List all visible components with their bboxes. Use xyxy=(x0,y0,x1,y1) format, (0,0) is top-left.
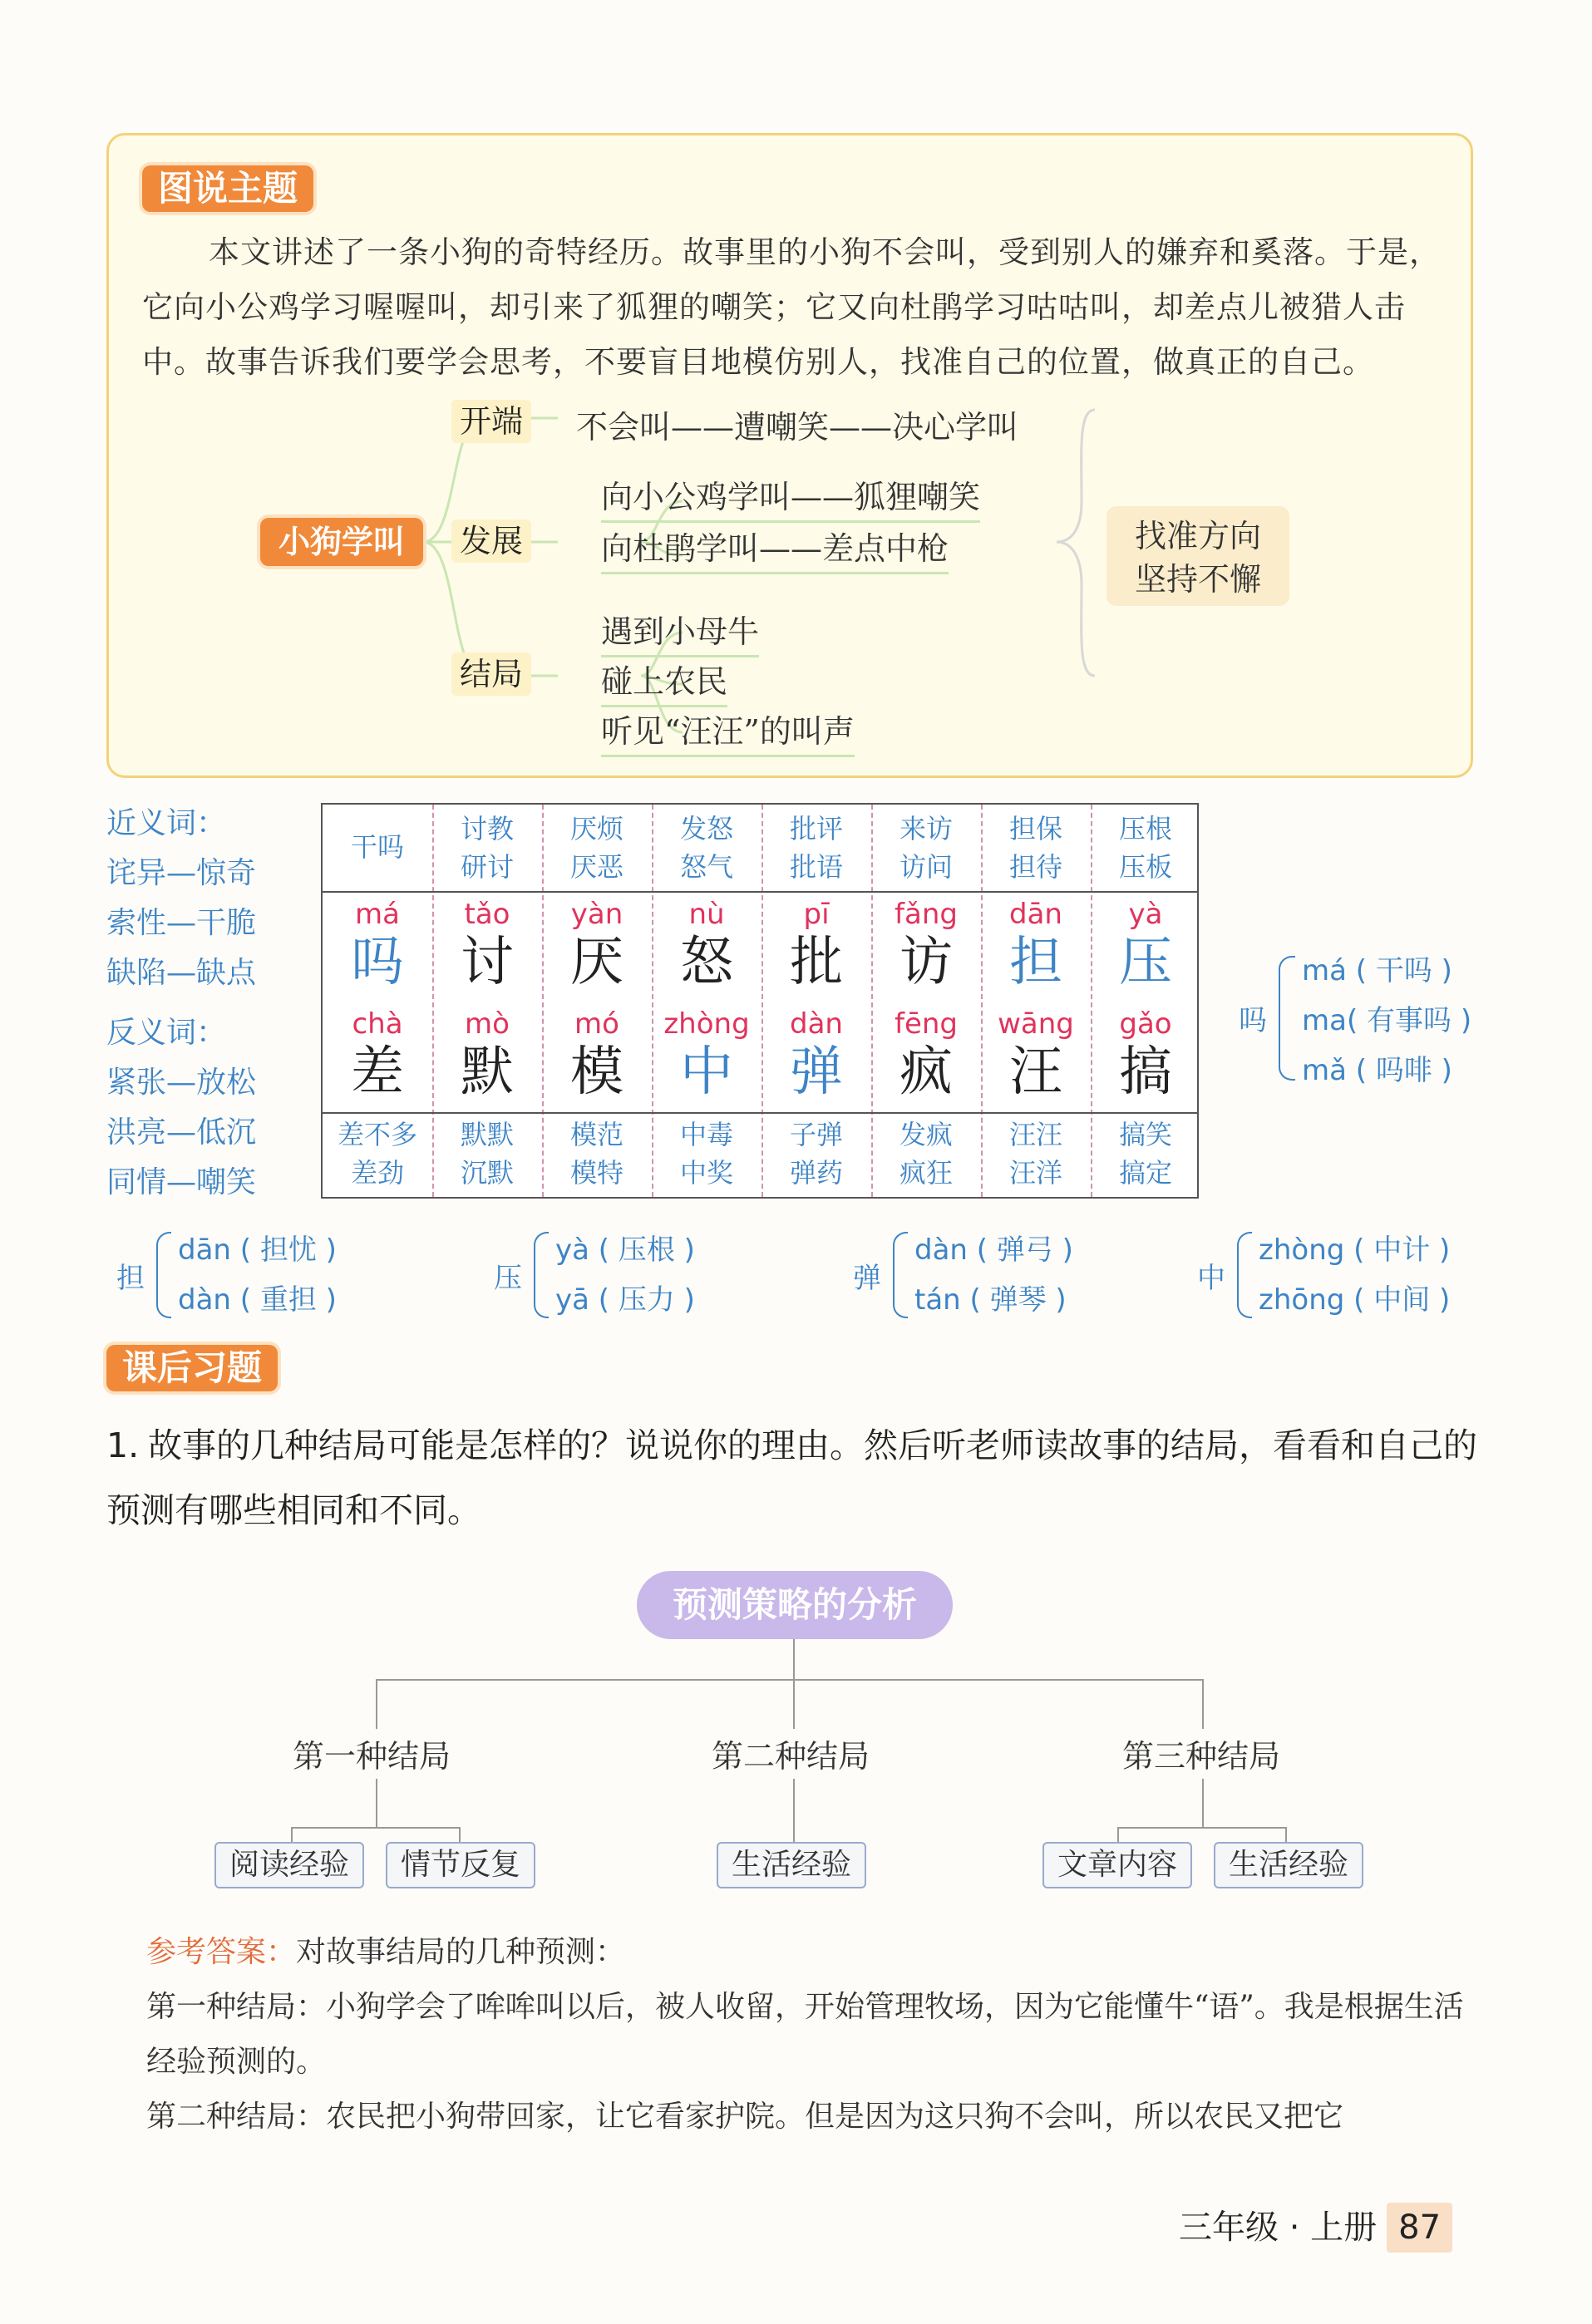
grid-word: 发怒 xyxy=(679,813,733,844)
grid-word: 搞定 xyxy=(1118,1157,1172,1189)
page-footer xyxy=(1179,2203,1452,2253)
grid-char: 搞 xyxy=(1119,1041,1172,1103)
grid-char: 怒 xyxy=(680,932,733,993)
poly-tan-char: 弹 xyxy=(853,1262,881,1295)
poly-ma-reading-2: ma( 有事吗 ) xyxy=(1302,1004,1472,1037)
grid-pinyin: zhòng xyxy=(663,1007,750,1041)
grid-pinyin: yàn xyxy=(570,898,623,931)
poly-ma-reading-3: mǎ ( 吗啡 ) xyxy=(1302,1054,1452,1087)
page-number: 87 xyxy=(1387,2203,1452,2253)
grid-char: 汪 xyxy=(1009,1041,1062,1103)
grid-word: 厌烦 xyxy=(569,813,623,844)
strategy-title: 预测策略的分析 xyxy=(637,1571,953,1639)
antonym-item: 紧张—放松 xyxy=(106,1066,257,1100)
grid-pinyin: nù xyxy=(688,898,725,931)
grid-pinyin: pī xyxy=(803,898,830,931)
grid-word: 子弹 xyxy=(789,1119,843,1150)
grid-pinyin: gǎo xyxy=(1119,1007,1172,1041)
exercises-tag: 课后习题 xyxy=(106,1345,278,1391)
grid-char: 模 xyxy=(570,1041,623,1103)
grid-char: 中 xyxy=(680,1041,733,1103)
grid-pinyin: wāng xyxy=(998,1007,1074,1041)
grid-pinyin: yà xyxy=(1128,898,1163,931)
synonyms-title: 近义词： xyxy=(106,806,227,840)
exp-article-content: 文章内容 xyxy=(1042,1842,1192,1888)
grid-char: 弹 xyxy=(790,1041,843,1103)
conclusion-line-2: 坚持不懈 xyxy=(1134,561,1261,598)
mindmap-ending-1: 遇到小母牛 xyxy=(601,606,759,657)
exp-life-experience-2: 生活经验 xyxy=(1214,1842,1363,1888)
exp-plot-repetition: 情节反复 xyxy=(386,1842,535,1888)
grid-pinyin: fǎng xyxy=(895,898,958,931)
grid-word: 中奖 xyxy=(679,1157,733,1189)
mindmap-develop-label: 发展 xyxy=(451,519,531,563)
poly-tan-reading-2: tán ( 弹琴 ) xyxy=(914,1283,1067,1317)
grid-char: 访 xyxy=(900,932,953,993)
poly-dan-char: 担 xyxy=(116,1262,145,1295)
grid-word: 搞笑 xyxy=(1118,1119,1172,1150)
grid-pinyin: dān xyxy=(1009,898,1062,931)
grid-word: 弹药 xyxy=(789,1157,843,1189)
grid-word: 汪洋 xyxy=(1008,1157,1062,1189)
grid-pinyin: má xyxy=(355,898,400,931)
grid-word: 压根 xyxy=(1118,813,1172,844)
grid-word: 压板 xyxy=(1118,851,1172,883)
grade-label: 三年级 · 上册 xyxy=(1179,2208,1378,2247)
mindmap-root: 小狗学叫 xyxy=(260,518,423,566)
grid-word: 担保 xyxy=(1008,813,1062,844)
mindmap-lines xyxy=(109,135,1476,780)
mindmap-begin-text: 不会叫——遭嘲笑——决心学叫 xyxy=(576,409,1019,446)
grid-word: 干吗 xyxy=(350,831,404,863)
grid-word: 发疯 xyxy=(899,1119,953,1150)
grid-char: 批 xyxy=(790,932,843,993)
poly-tan-reading-1: dàn ( 弹弓 ) xyxy=(914,1233,1073,1267)
poly-ma-char: 吗 xyxy=(1239,1004,1267,1037)
answer-label: 参考答案： xyxy=(146,1935,297,1969)
theme-summary: 本文讲述了一条小狗的奇特经历。故事里的小狗不会叫，受到别人的嫌弃和奚落。于是，它向小公鸡学习喔喔叫，却引来了狐狸的嘲笑；它又向杜鹃学习咕咕叫，却差点儿被猎人击中。故事告诉我们要学会思考，不要盲目地模仿别人，找准自己的位置，做真正的自己。 xyxy=(142,234,1441,380)
poly-zhong-reading-2: zhōng ( 中间 ) xyxy=(1259,1283,1451,1317)
ending-2-label: 第二种结局 xyxy=(712,1738,870,1775)
grid-word: 厌恶 xyxy=(569,851,623,883)
question-number: 1. xyxy=(106,1425,140,1465)
question-1 xyxy=(106,1413,1486,1543)
grid-char: 讨 xyxy=(461,932,514,993)
ending-3-label: 第三种结局 xyxy=(1122,1738,1281,1775)
grid-word: 汪汪 xyxy=(1008,1119,1062,1150)
grid-word: 模范 xyxy=(569,1119,623,1150)
grid-char: 压 xyxy=(1119,932,1172,993)
synonym-item: 索性—干脆 xyxy=(106,906,257,940)
mindmap-begin-label: 开端 xyxy=(451,400,531,443)
antonyms-title: 反义词： xyxy=(106,1016,227,1050)
grid-char: 默 xyxy=(461,1041,514,1103)
reference-answer xyxy=(146,1925,1485,2144)
poly-dan-reading-2: dàn ( 重担 ) xyxy=(178,1283,337,1317)
grid-word: 批语 xyxy=(789,851,843,883)
mindmap-conclusion xyxy=(1107,506,1289,606)
exp-life-experience: 生活经验 xyxy=(717,1842,866,1888)
answer-intro: 对故事结局的几种预测： xyxy=(296,1935,626,1969)
antonym-item: 洪亮—低沉 xyxy=(106,1115,257,1150)
grid-word: 默默 xyxy=(460,1119,514,1150)
mindmap-ending-2: 碰上农民 xyxy=(601,656,727,707)
answer-paragraph-1: 第一种结局：小狗学会了哞哞叫以后，被人收留，开始管理牧场，因为它能懂牛“语”。我是根据生活经验预测的。 xyxy=(146,1990,1464,2079)
grid-word: 访问 xyxy=(899,851,953,883)
ending-1-label: 第一种结局 xyxy=(293,1738,451,1775)
grid-word: 模特 xyxy=(569,1157,623,1189)
grid-pinyin: mó xyxy=(574,1007,619,1041)
grid-pinyin: chà xyxy=(352,1007,403,1041)
grid-char: 担 xyxy=(1009,932,1062,993)
theme-box xyxy=(106,133,1473,778)
antonym-item: 同情—嘲笑 xyxy=(106,1165,257,1199)
mindmap-develop-1: 向小公鸡学叫——狐狸嘲笑 xyxy=(601,471,980,523)
mindmap-ending-3: 听见“汪汪”的叫声 xyxy=(601,706,855,757)
grid-char: 吗 xyxy=(351,932,404,993)
grid-char: 差 xyxy=(351,1041,404,1103)
grid-word: 中毒 xyxy=(679,1119,733,1150)
synonym-item: 诧异—惊奇 xyxy=(106,856,257,890)
grid-word: 差劲 xyxy=(350,1157,404,1189)
character-grid xyxy=(321,803,1199,1199)
mindmap-develop-2: 向杜鹃学叫——差点中枪 xyxy=(601,523,949,574)
grid-word: 沉默 xyxy=(460,1157,514,1189)
grid-word: 批评 xyxy=(789,813,843,844)
poly-ma-reading-1: má ( 干吗 ) xyxy=(1302,954,1452,987)
grid-word: 担待 xyxy=(1008,851,1062,883)
answer-paragraph-2: 第二种结局：农民把小狗带回家，让它看家护院。但是因为这只狗不会叫，所以农民又把它 xyxy=(146,2100,1344,2134)
grid-word: 研讨 xyxy=(460,851,514,883)
grid-word: 怒气 xyxy=(679,851,733,883)
poly-zhong-reading-1: zhòng ( 中计 ) xyxy=(1259,1233,1451,1267)
grid-char: 厌 xyxy=(570,932,623,993)
synonym-item: 缺陷—缺点 xyxy=(106,956,257,990)
grid-word: 疯狂 xyxy=(899,1157,953,1189)
grid-word: 讨教 xyxy=(460,813,514,844)
grid-char: 疯 xyxy=(900,1041,953,1103)
poly-zhong-char: 中 xyxy=(1197,1262,1225,1295)
theme-tag: 图说主题 xyxy=(142,165,313,212)
grid-pinyin: fēng xyxy=(894,1007,959,1041)
question-text: 故事的几种结局可能是怎样的？说说你的理由。然后听老师读故事的结局，看看和自己的预测有哪些相同和不同。 xyxy=(106,1425,1477,1530)
grid-word: 来访 xyxy=(899,813,953,844)
poly-ya-char: 压 xyxy=(494,1262,522,1295)
grid-pinyin: mò xyxy=(465,1007,510,1041)
grid-pinyin: dàn xyxy=(790,1007,843,1041)
conclusion-line-1: 找准方向 xyxy=(1134,518,1261,554)
poly-ya-reading-2: yā ( 压力 ) xyxy=(555,1283,695,1317)
grid-pinyin: tǎo xyxy=(464,898,510,931)
poly-ya-reading-1: yà ( 压根 ) xyxy=(555,1233,695,1267)
exp-reading-experience: 阅读经验 xyxy=(214,1842,364,1888)
mindmap-ending-label: 结局 xyxy=(451,652,531,696)
poly-dan-reading-1: dān ( 担忧 ) xyxy=(178,1233,337,1267)
grid-word: 差不多 xyxy=(337,1119,417,1150)
